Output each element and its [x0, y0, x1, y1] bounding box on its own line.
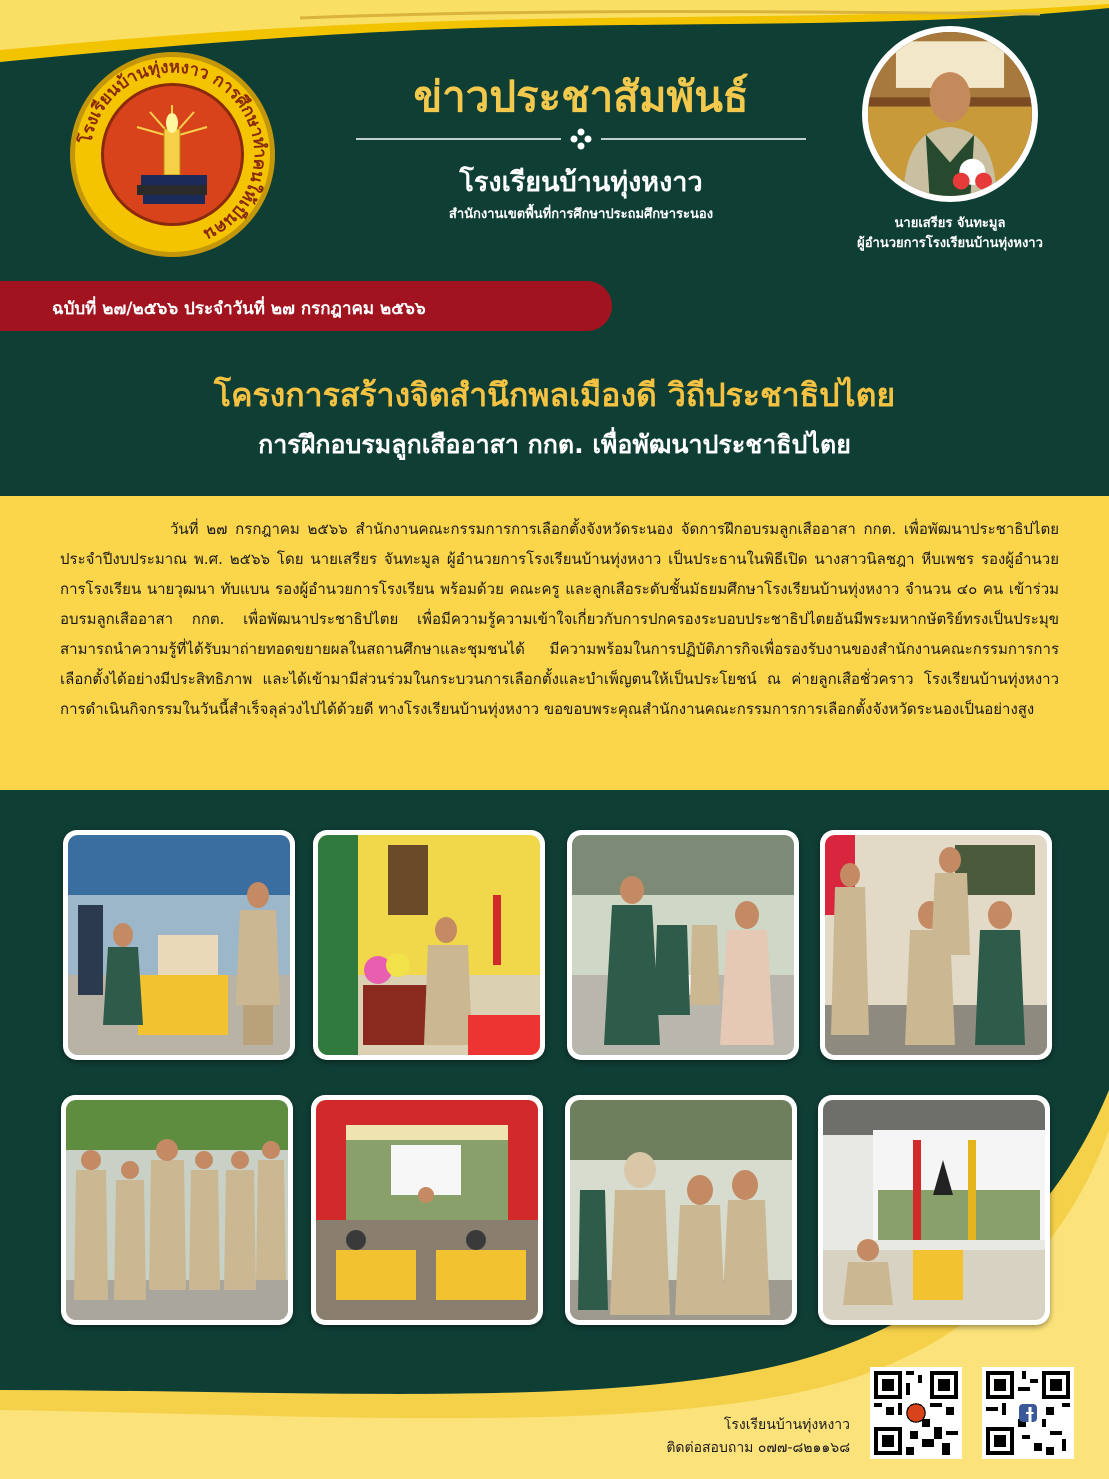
- article-body: วันที่ ๒๗ กรกฎาคม ๒๕๖๖ สำนักงานคณะกรรมการการเลือกตั้งจังหวัดระนอง จัดการฝึกอบรมลูกเสืออาสา กกต. เพื่อพัฒนาประชาธิปไตย ประจำปีงบประมาณ พ.ศ. ๒๕๖๖ โดย นายเสรียร จันทะมูล ผู้อำนวยการโรงเรียนบ้านทุ่งหงาว เป็นประธานในพิธีเปิด นางสาวนิลชฎา หีบเพชร รองผู้อำนวยการโรงเรียน นายวุฒนา ทับแบน รองผู้อำนวยการโรงเรียน พร้อมด้วย คณะครู และลูกเสือระดับชั้นมัธยมศึกษาโรงเรียนบ้านทุ่งหงาว จำนวน ๔๐ คน เข้าร่วมอบรมลูกเสืออาสา กกต. เพื่อพัฒนาประชาธิปไตย เพื่อมีความรู้ความเข้าใจเกี่ยวกับการปกครองระบอบประชาธิปไตยอันมีพระมหากษัตริย์ทรงเป็นประมุข สามารถนำความรู้ที่ได้รับมาถ่ายทอดขยายผลในสถานศึกษาและชุมชนได้ มีความพร้อมในการปฏิบัติภารกิจเพื่อรองรับงานของสำนักงานคณะกรรมการการเลือกตั้งได้อย่างมีประสิทธิภาพ และได้เข้ามามีส่วนร่วมในกระบวนการเลือกตั้งและบำเพ็ญตนให้เป็นประโยชน์ ณ ค่ายลูกเสือชั่วคราว โรงเรียนบ้านทุ่งหงาว การดำเนินกิจกรรมในวันนี้สำเร็จลุล่วงไปได้ด้วยดี ทางโรงเรียนบ้านทุ่งหงาว ขอขอบพระคุณสำนักงานคณะกรรมการการเลือกตั้งจังหวัดระนองเป็นอย่างสูง: [60, 520, 1059, 718]
- qr-code-facebook-icon[interactable]: [982, 1367, 1074, 1459]
- education-office: สำนักงานเขตพื้นที่การศึกษาประถมศึกษาระนอง: [448, 207, 714, 222]
- newsletter-title: ข่าวประชาสัมพันธ์: [413, 72, 749, 121]
- photo-2: [313, 830, 545, 1060]
- photo-1: [63, 830, 295, 1060]
- photo-7: [565, 1095, 797, 1325]
- school-name: โรงเรียนบ้านทุ่งหงาว: [459, 167, 703, 198]
- photo-6: [311, 1095, 543, 1325]
- footer-school-name: โรงเรียนบ้านทุ่งหงาว: [723, 1417, 850, 1433]
- headline-main: โครงการสร้างจิตสำนึกพลเมืองดี วิถีประชาธิปไตย: [213, 376, 896, 414]
- photo-5: [61, 1095, 293, 1325]
- logo-ring-text: โรงเรียนบ้านทุ่งหงาว การศึกษาทำคนให้เป็นคน: [76, 57, 270, 245]
- photo-4: [820, 830, 1052, 1060]
- photo-8: [818, 1095, 1050, 1325]
- issue-banner: [0, 281, 612, 331]
- qr-code-website-icon[interactable]: [870, 1367, 962, 1459]
- photo-3: [567, 830, 799, 1060]
- director-photo: [862, 26, 1038, 202]
- headline-sub: การฝึกอบรมลูกเสืออาสา กกต. เพื่อพัฒนาประชาธิปไตย: [258, 430, 851, 459]
- school-logo: [70, 52, 275, 257]
- title-divider: [356, 128, 806, 150]
- footer-contact: ติดต่อสอบถาม ๐๗๗-๘๒๑๑๖๘: [666, 1440, 850, 1456]
- article-body-box: [0, 496, 1109, 790]
- director-position: ผู้อำนวยการโรงเรียนบ้านทุ่งหงาว: [857, 236, 1043, 251]
- director-name: นายเสรียร จันทะมูล: [894, 216, 1006, 231]
- director-caption: [820, 214, 1080, 254]
- issue-info: ฉบับที่ ๒๗/๒๕๖๖ ประจำวันที่ ๒๗ กรกฎาคม ๒๕๖๖: [52, 299, 426, 319]
